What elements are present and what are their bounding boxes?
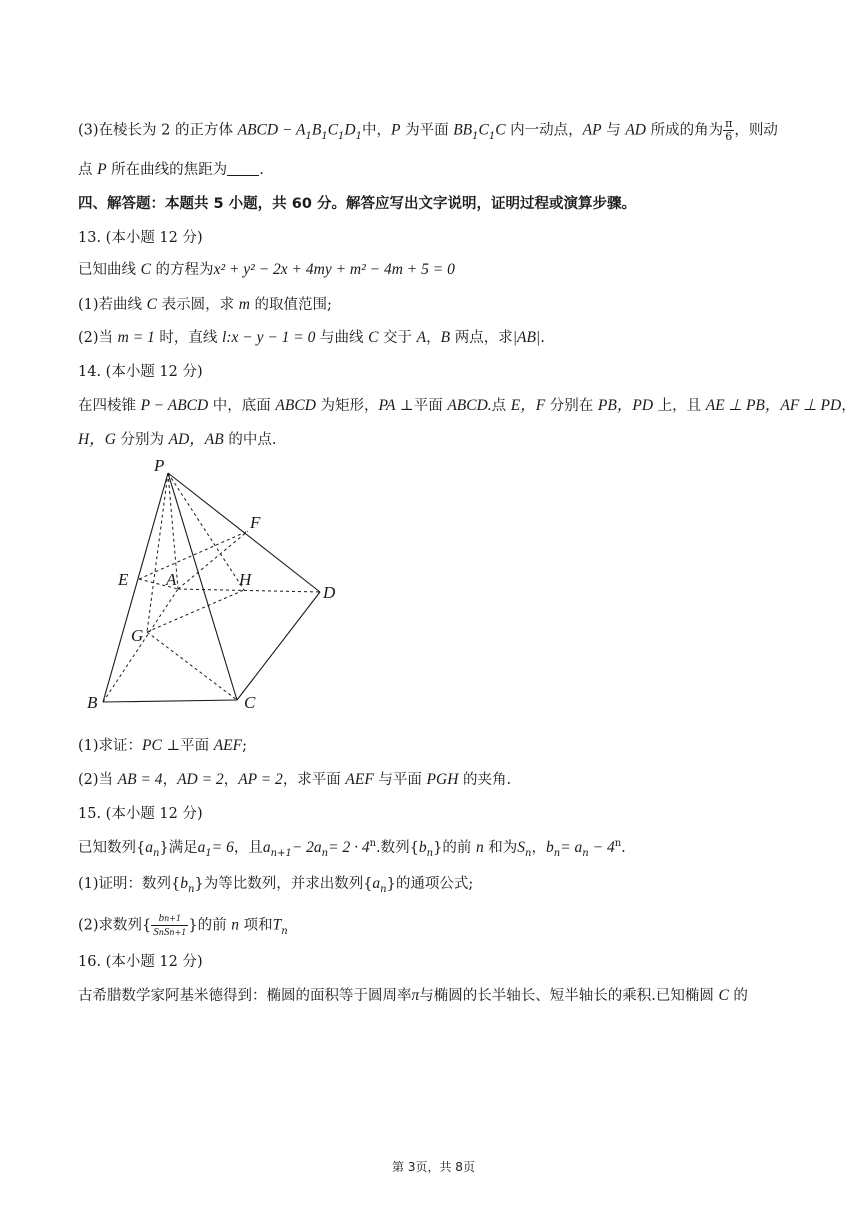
math: AP bbox=[582, 121, 602, 139]
text: 为矩形， bbox=[315, 398, 379, 414]
q14-part2 bbox=[78, 770, 511, 790]
section-4-header: 四、解答题：本题共 5 小题，共 60 分。解答应写出文字说明，证明过程或演算步骤。 bbox=[78, 196, 636, 212]
math: B bbox=[440, 329, 451, 346]
math: C bbox=[146, 296, 157, 313]
math: n bbox=[231, 916, 239, 934]
text: 点 bbox=[491, 398, 511, 414]
text: ⊥平面 bbox=[161, 738, 214, 754]
sub: 1 bbox=[472, 130, 479, 142]
text: 分别在 bbox=[545, 398, 598, 414]
text: 已知曲线 bbox=[78, 262, 141, 278]
math: C bbox=[327, 121, 339, 139]
q14-header: 14. (本小题 12 分) bbox=[78, 364, 203, 380]
text: ， bbox=[223, 772, 239, 788]
math: P bbox=[97, 161, 107, 178]
text: ， bbox=[426, 330, 441, 346]
sub: 1 bbox=[205, 848, 212, 859]
edge-BC bbox=[103, 700, 237, 702]
sub: 1 bbox=[338, 130, 345, 142]
edge-AD bbox=[178, 589, 320, 592]
math: C bbox=[368, 329, 379, 346]
q13-part2 bbox=[78, 328, 545, 348]
math: S bbox=[163, 926, 170, 938]
math: b bbox=[418, 839, 427, 856]
text: 中，底面 bbox=[208, 398, 276, 414]
page-footer: 第 3页，共 8页 bbox=[392, 1160, 475, 1174]
q16-stem bbox=[78, 986, 748, 1006]
math: AEF bbox=[345, 771, 374, 788]
pyramid-figure bbox=[80, 452, 350, 722]
text: ， bbox=[162, 772, 178, 788]
seg-PH bbox=[168, 473, 244, 590]
text: 与曲线 bbox=[315, 330, 369, 346]
frac-den bbox=[151, 926, 188, 939]
text: 点 bbox=[78, 162, 98, 178]
sub: n+1 bbox=[169, 928, 187, 937]
text: 内一动点， bbox=[505, 122, 583, 139]
text: (1)证明：数列{ bbox=[78, 876, 181, 892]
text: ，则动 bbox=[734, 122, 778, 139]
text: (1)若曲线 bbox=[78, 297, 147, 313]
sub: n+1 bbox=[270, 848, 292, 859]
math-equation: x² + y² − 2x + 4my + m² − 4m + 5 = 0 bbox=[213, 261, 455, 278]
label-F: F bbox=[250, 513, 261, 532]
math: − 4 bbox=[588, 839, 615, 856]
label-G: G bbox=[131, 626, 144, 645]
math: AE ⊥ PB，AF ⊥ PD bbox=[705, 397, 842, 414]
math: b bbox=[158, 912, 165, 924]
text: 在棱长为 2 的正方体 bbox=[98, 122, 238, 139]
text: 两点，求 bbox=[450, 330, 513, 346]
sub: 1 bbox=[488, 130, 496, 142]
math: = bbox=[560, 839, 575, 856]
math: T bbox=[272, 916, 282, 934]
math: PC bbox=[142, 737, 162, 754]
sub: n bbox=[152, 848, 160, 859]
math-cube: ABCD − A bbox=[237, 121, 306, 139]
sub: 1 bbox=[355, 130, 362, 142]
math: C bbox=[478, 121, 489, 139]
text: 的 bbox=[728, 988, 748, 1004]
math: PB，PD bbox=[597, 397, 654, 414]
label-C: C bbox=[244, 693, 256, 712]
sup: n bbox=[614, 838, 622, 849]
math: a bbox=[262, 839, 271, 856]
q13-stem bbox=[78, 260, 455, 280]
answer-blank bbox=[227, 161, 259, 176]
frac-den: 6 bbox=[725, 130, 733, 143]
label-E: E bbox=[118, 570, 129, 589]
sub: 1 bbox=[321, 130, 328, 142]
text: }的前 bbox=[433, 840, 476, 856]
sub: 1 bbox=[305, 130, 312, 142]
math: m = 1 bbox=[117, 329, 155, 346]
math: E，F bbox=[510, 397, 546, 414]
edge-PC bbox=[168, 473, 237, 700]
math: − 2 bbox=[291, 839, 314, 856]
math: = 6 bbox=[211, 839, 234, 856]
text: 的取值范围; bbox=[249, 297, 332, 313]
text: 所在曲线的焦距为 bbox=[106, 162, 228, 178]
math: a bbox=[313, 839, 322, 856]
math: PA bbox=[378, 397, 396, 414]
edge-BA bbox=[103, 589, 178, 702]
text: (2)当 bbox=[78, 772, 118, 788]
q15-stem bbox=[78, 838, 626, 860]
sub: n bbox=[321, 848, 329, 859]
math: AB = 4 bbox=[117, 771, 163, 788]
q14-stem-2 bbox=[78, 430, 276, 450]
text: }的通项公式; bbox=[386, 876, 474, 892]
label-H: H bbox=[239, 570, 252, 589]
math: C bbox=[495, 121, 506, 139]
text: 在四棱锥 bbox=[78, 398, 141, 414]
text: (1)求证： bbox=[78, 738, 143, 754]
text: 的方程为 bbox=[150, 262, 214, 278]
math: AD bbox=[625, 121, 646, 139]
text: }满足 bbox=[159, 840, 198, 856]
math: b bbox=[546, 839, 554, 856]
text: ， bbox=[841, 398, 856, 414]
text: 时，直线 bbox=[154, 330, 223, 346]
math: AD = 2 bbox=[177, 771, 224, 788]
math: l:x − y − 1 = 0 bbox=[222, 329, 316, 346]
q15-header: 15. (本小题 12 分) bbox=[78, 806, 203, 822]
label-D: D bbox=[323, 583, 336, 602]
sub: n bbox=[582, 848, 589, 859]
math: AD，AB bbox=[168, 431, 224, 448]
math: π bbox=[411, 987, 420, 1004]
q13-part1 bbox=[78, 295, 332, 315]
text: 古希腊数学家阿基米德得到：椭圆的面积等于圆周率 bbox=[78, 988, 412, 1004]
text: 上，且 bbox=[653, 398, 706, 414]
frac-num: π bbox=[725, 117, 733, 130]
text: 项和 bbox=[238, 917, 273, 934]
text: 与椭圆的长半轴长、短半轴长的乘积.已知椭圆 bbox=[419, 988, 719, 1004]
math: AEF bbox=[213, 737, 243, 754]
text: 已知数列{ bbox=[78, 840, 146, 856]
text: 的中点. bbox=[223, 432, 277, 448]
text: ⊥平面 bbox=[395, 398, 448, 414]
math: PGH bbox=[426, 771, 459, 788]
q3-line-1 bbox=[78, 118, 778, 143]
math: P − ABCD bbox=[140, 397, 209, 414]
math: m bbox=[238, 296, 250, 313]
frac-num bbox=[151, 912, 188, 926]
text: .数列{ bbox=[376, 840, 419, 856]
text: 所成的角为 bbox=[646, 122, 724, 139]
seg-GH bbox=[147, 590, 244, 632]
math: P bbox=[391, 121, 401, 139]
text: . bbox=[259, 162, 264, 178]
edge-CD bbox=[237, 592, 320, 700]
math: S bbox=[153, 926, 159, 938]
math: C bbox=[140, 261, 151, 278]
q15-part1 bbox=[78, 874, 473, 896]
label-B: B bbox=[87, 693, 98, 712]
sub: n bbox=[281, 925, 288, 937]
q3-line-2 bbox=[78, 160, 264, 180]
text: }为等比数列，并求出数列{ bbox=[194, 876, 373, 892]
math: ABCD bbox=[275, 397, 316, 414]
q14-part1 bbox=[78, 736, 247, 756]
text: 为平面 bbox=[400, 122, 454, 139]
math: a bbox=[372, 875, 381, 892]
math: H，G bbox=[78, 431, 116, 448]
label-A: A bbox=[166, 570, 177, 589]
sub: n bbox=[380, 884, 387, 895]
edge-PB bbox=[103, 473, 168, 702]
q15-part2 bbox=[78, 912, 288, 939]
sup: n bbox=[369, 838, 377, 849]
text: ，求平面 bbox=[282, 772, 346, 788]
text: 表示圆，求 bbox=[157, 297, 239, 313]
sub: n bbox=[426, 848, 434, 859]
math: a bbox=[197, 839, 206, 856]
text: ， bbox=[531, 840, 546, 856]
text: ，且 bbox=[233, 840, 263, 856]
sub: n bbox=[158, 928, 164, 937]
seg-PG bbox=[147, 473, 168, 632]
math: = 2 · 4 bbox=[328, 839, 370, 856]
text: . bbox=[540, 330, 545, 346]
text: (2)求数列{ bbox=[78, 917, 152, 934]
math: n bbox=[475, 839, 484, 856]
math: ABCD. bbox=[447, 397, 492, 414]
sub: n bbox=[525, 848, 532, 859]
math: b bbox=[180, 875, 189, 892]
math: a bbox=[574, 839, 583, 856]
q13-header: 13. (本小题 12 分) bbox=[78, 230, 203, 246]
seg-GC bbox=[147, 632, 237, 700]
math: |AB| bbox=[512, 329, 541, 346]
math: AP = 2 bbox=[238, 771, 283, 788]
math: BB bbox=[453, 121, 473, 139]
text: }的前 bbox=[188, 917, 232, 934]
text: 与平面 bbox=[373, 772, 427, 788]
sub: n bbox=[188, 884, 195, 895]
sub: n+1 bbox=[164, 914, 182, 923]
text: . bbox=[621, 840, 626, 856]
text: (2)当 bbox=[78, 330, 118, 346]
text: 交于 bbox=[378, 330, 417, 346]
math: A bbox=[416, 329, 427, 346]
text: 分别为 bbox=[115, 432, 169, 448]
text: 和为 bbox=[483, 840, 518, 856]
fraction-b-over-SS bbox=[151, 912, 188, 939]
label-P: P bbox=[154, 456, 165, 475]
seg-EF bbox=[139, 531, 248, 579]
math: C bbox=[718, 987, 729, 1004]
math: D bbox=[344, 121, 356, 139]
text: 的夹角. bbox=[458, 772, 512, 788]
text: 与 bbox=[601, 122, 626, 139]
math: B bbox=[311, 121, 322, 139]
q14-stem-1 bbox=[78, 396, 856, 416]
math: S bbox=[517, 839, 526, 856]
sub: n bbox=[553, 848, 561, 859]
text: ; bbox=[242, 738, 248, 754]
q3-label: (3) bbox=[78, 122, 99, 139]
text: 中， bbox=[362, 122, 391, 139]
q16-header: 16. (本小题 12 分) bbox=[78, 954, 203, 970]
fraction-pi-6 bbox=[723, 118, 734, 143]
math: a bbox=[145, 839, 153, 856]
